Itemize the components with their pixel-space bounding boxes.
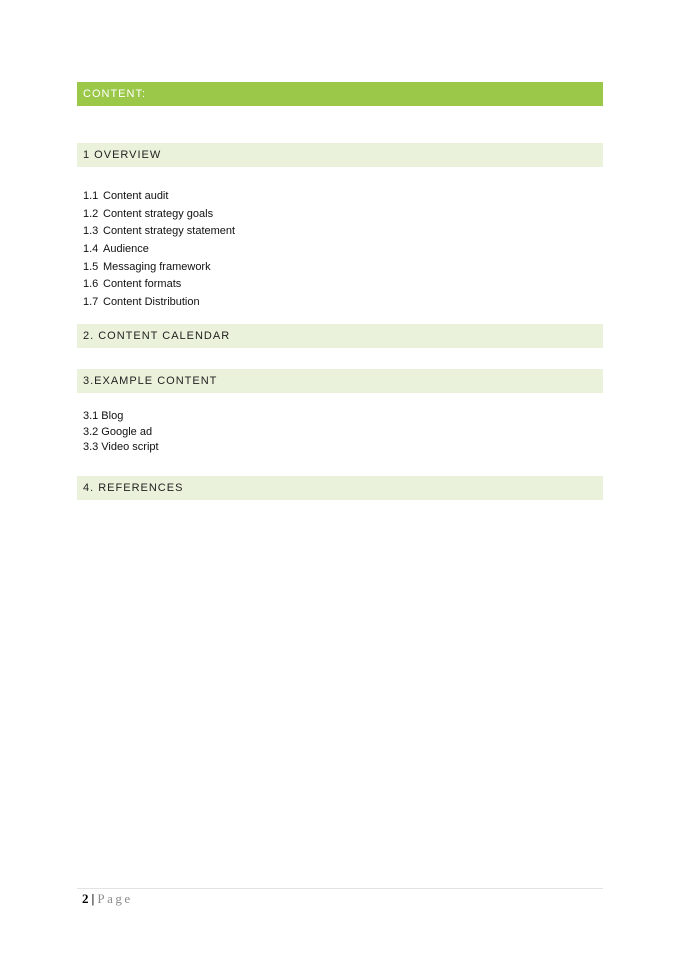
list-item xyxy=(83,259,235,277)
item-text: Content strategy statement xyxy=(103,225,236,238)
section-heading-example-content xyxy=(77,369,603,393)
list-item xyxy=(83,409,159,425)
item-number: 1.2 xyxy=(83,207,99,220)
list-item xyxy=(83,425,159,441)
item-number: 1.4 xyxy=(83,243,99,256)
section-heading-content-calendar xyxy=(77,324,603,348)
example-content-list xyxy=(83,409,159,456)
list-item xyxy=(83,188,235,206)
list-item xyxy=(83,276,235,294)
section-heading-overview xyxy=(77,143,603,167)
item-text: Blog xyxy=(101,410,124,422)
item-number: 3.2 xyxy=(83,425,99,438)
item-text: Audience xyxy=(103,243,149,256)
list-item xyxy=(83,294,235,312)
section-heading-text: 1 OVERVIEW xyxy=(83,149,162,161)
item-number: 1.1 xyxy=(83,190,99,202)
item-text: Content formats xyxy=(103,278,182,291)
section-heading-text: 4. REFERENCES xyxy=(83,482,184,494)
item-number: 3.1 xyxy=(83,410,99,422)
page-number: 2 xyxy=(82,891,89,906)
page-footer xyxy=(82,891,133,907)
footer-divider xyxy=(77,888,603,889)
overview-list xyxy=(83,188,235,312)
section-heading-text: 3.EXAMPLE CONTENT xyxy=(83,375,218,387)
contents-title-bar xyxy=(77,82,603,106)
contents-title: CONTENT: xyxy=(83,88,146,100)
item-number: 1.3 xyxy=(83,225,99,238)
item-text: Content strategy goals xyxy=(103,207,214,220)
list-item xyxy=(83,241,235,259)
item-text: Content audit xyxy=(103,190,169,202)
list-item xyxy=(83,440,159,456)
list-item xyxy=(83,223,235,241)
item-text: Video script xyxy=(101,441,159,453)
section-heading-text: 2. CONTENT CALENDAR xyxy=(83,330,231,342)
item-text: Google ad xyxy=(101,425,153,438)
section-heading-references xyxy=(77,476,603,500)
item-number: 1.5 xyxy=(83,260,99,273)
list-item xyxy=(83,206,235,224)
footer-separator: | xyxy=(91,891,95,906)
page-label: Page xyxy=(97,891,133,906)
item-number: 3.3 xyxy=(83,441,99,453)
item-number: 1.6 xyxy=(83,278,99,291)
item-number: 1.7 xyxy=(83,296,99,309)
item-text: Content Distribution xyxy=(103,296,200,309)
item-text: Messaging framework xyxy=(103,260,211,273)
